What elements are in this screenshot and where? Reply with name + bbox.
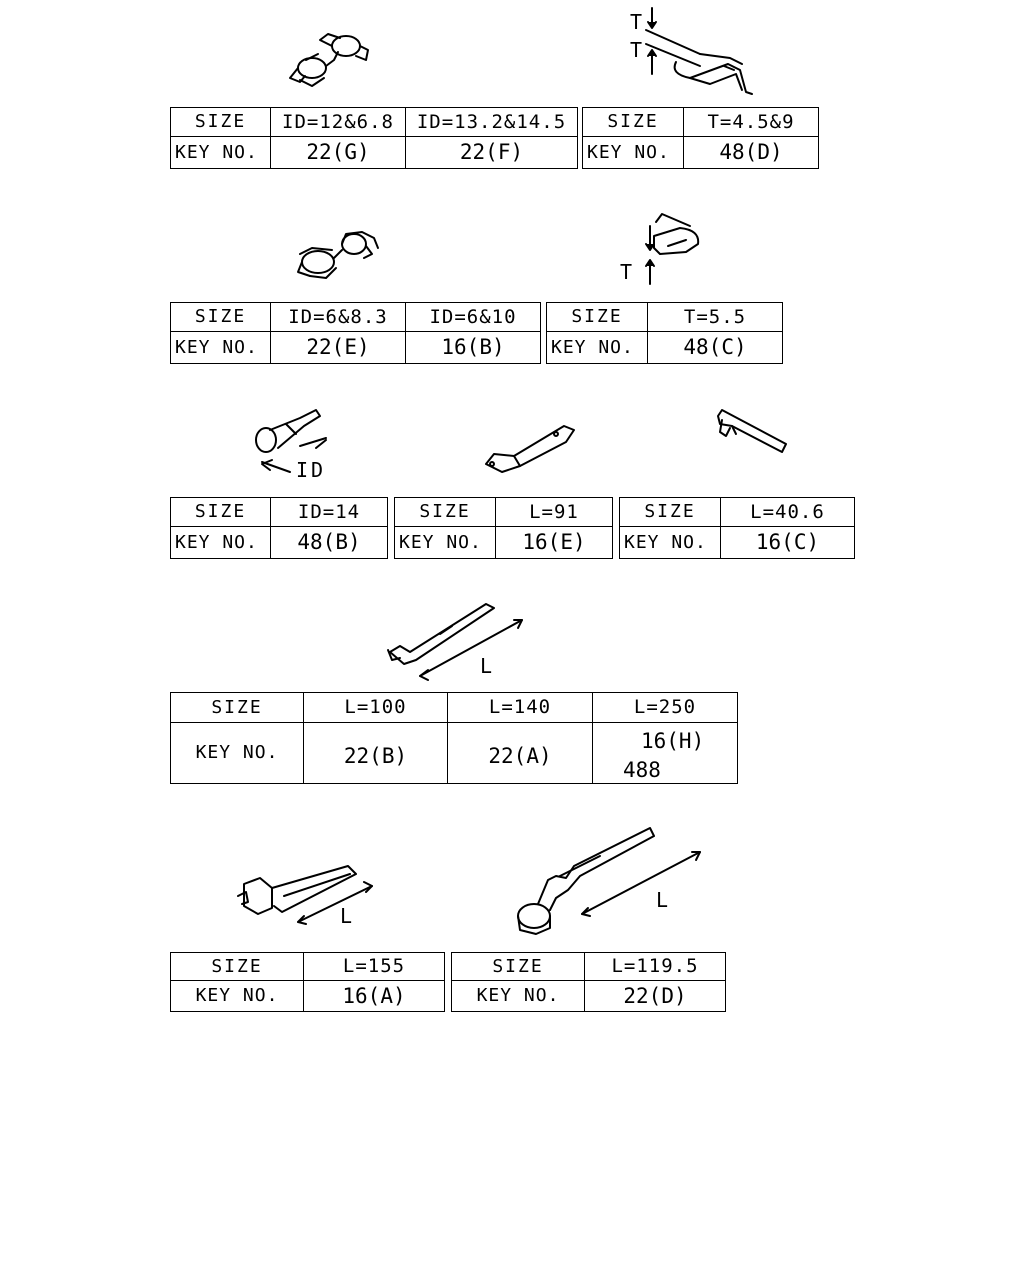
- spec-table-double-clamp-2: [170, 302, 541, 364]
- spec-table-bracket-t: [582, 107, 819, 169]
- size-label: SIZE: [452, 953, 585, 981]
- key-value: 16(A): [304, 981, 445, 1012]
- size-value: L=250: [593, 693, 738, 723]
- size-label: SIZE: [395, 498, 496, 527]
- spec-table-band-clip: [170, 952, 445, 1012]
- size-label: SIZE: [171, 498, 271, 527]
- dim-label-t: T: [630, 38, 643, 62]
- double-clamp-part-1: [290, 34, 368, 86]
- key-no-label: KEY NO.: [171, 981, 304, 1012]
- size-value: L=91: [496, 498, 613, 527]
- key-no-label: KEY NO.: [452, 981, 585, 1012]
- spec-table-double-clamp-1: [170, 107, 578, 169]
- key-value-cell: [593, 723, 738, 784]
- size-label: SIZE: [171, 693, 304, 723]
- dim-label-l: L: [340, 904, 353, 928]
- size-label: SIZE: [171, 108, 271, 137]
- bracket-clip-part-t: [646, 8, 752, 94]
- key-value: 22(F): [406, 137, 578, 169]
- key-no-label: KEY NO.: [171, 527, 271, 559]
- size-value: ID=6&8.3: [271, 303, 406, 332]
- size-value: L=155: [304, 953, 445, 981]
- key-no-label: KEY NO.: [395, 527, 496, 559]
- key-value: 16(C): [721, 527, 855, 559]
- dim-label-l: L: [480, 654, 493, 678]
- size-label: SIZE: [620, 498, 721, 527]
- spec-table-bar-clip: [619, 497, 855, 559]
- size-value: L=100: [304, 693, 448, 723]
- dim-label-id: ID: [296, 458, 327, 482]
- size-value: ID=14: [271, 498, 388, 527]
- spec-table-id-clip: [170, 497, 388, 559]
- key-value: 16(B): [406, 332, 541, 364]
- dim-label-l: L: [656, 888, 669, 912]
- key-value: 22(A): [448, 723, 593, 784]
- key-no-label: KEY NO.: [171, 137, 271, 169]
- key-no-label: KEY NO.: [620, 527, 721, 559]
- size-label: SIZE: [171, 303, 271, 332]
- dim-label-t: T: [630, 10, 643, 34]
- key-value-extra: 488: [623, 758, 661, 782]
- ring-clip-part: [518, 828, 700, 934]
- key-value: 48(D): [684, 137, 819, 169]
- size-value: ID=12&6.8: [271, 108, 406, 137]
- size-label: SIZE: [583, 108, 684, 137]
- size-label: SIZE: [547, 303, 648, 332]
- long-strap-part: [388, 604, 522, 680]
- dim-label-t: T: [620, 260, 633, 284]
- key-no-label: KEY NO.: [583, 137, 684, 169]
- spec-table-bracket-t-2: [546, 302, 783, 364]
- key-value: 22(G): [271, 137, 406, 169]
- size-value: ID=6&10: [406, 303, 541, 332]
- key-no-label: KEY NO.: [547, 332, 648, 364]
- size-value: L=119.5: [585, 953, 726, 981]
- bar-clip-part: [718, 410, 786, 452]
- key-value: 22(E): [271, 332, 406, 364]
- key-value: 16(E): [496, 527, 613, 559]
- key-no-label: KEY NO.: [171, 332, 271, 364]
- key-value: 22(B): [304, 723, 448, 784]
- double-clamp-part-2: [298, 232, 378, 278]
- flat-strap-part: [486, 426, 574, 472]
- key-no-label: KEY NO.: [171, 723, 304, 784]
- size-value: L=40.6: [721, 498, 855, 527]
- size-label: SIZE: [171, 953, 304, 981]
- key-value: 22(D): [585, 981, 726, 1012]
- key-value: 48(B): [271, 527, 388, 559]
- key-value: 48(C): [648, 332, 783, 364]
- key-value: 16(H): [641, 729, 705, 753]
- spec-table-flat-strap: [394, 497, 613, 559]
- size-value: ID=13.2&14.5: [406, 108, 578, 137]
- spec-table-ring-clip: [451, 952, 726, 1012]
- size-value: L=140: [448, 693, 593, 723]
- size-value: T=5.5: [648, 303, 783, 332]
- spec-table-long-strap: [170, 692, 738, 784]
- size-value: T=4.5&9: [684, 108, 819, 137]
- bracket-clip-part-t-2: [646, 214, 698, 284]
